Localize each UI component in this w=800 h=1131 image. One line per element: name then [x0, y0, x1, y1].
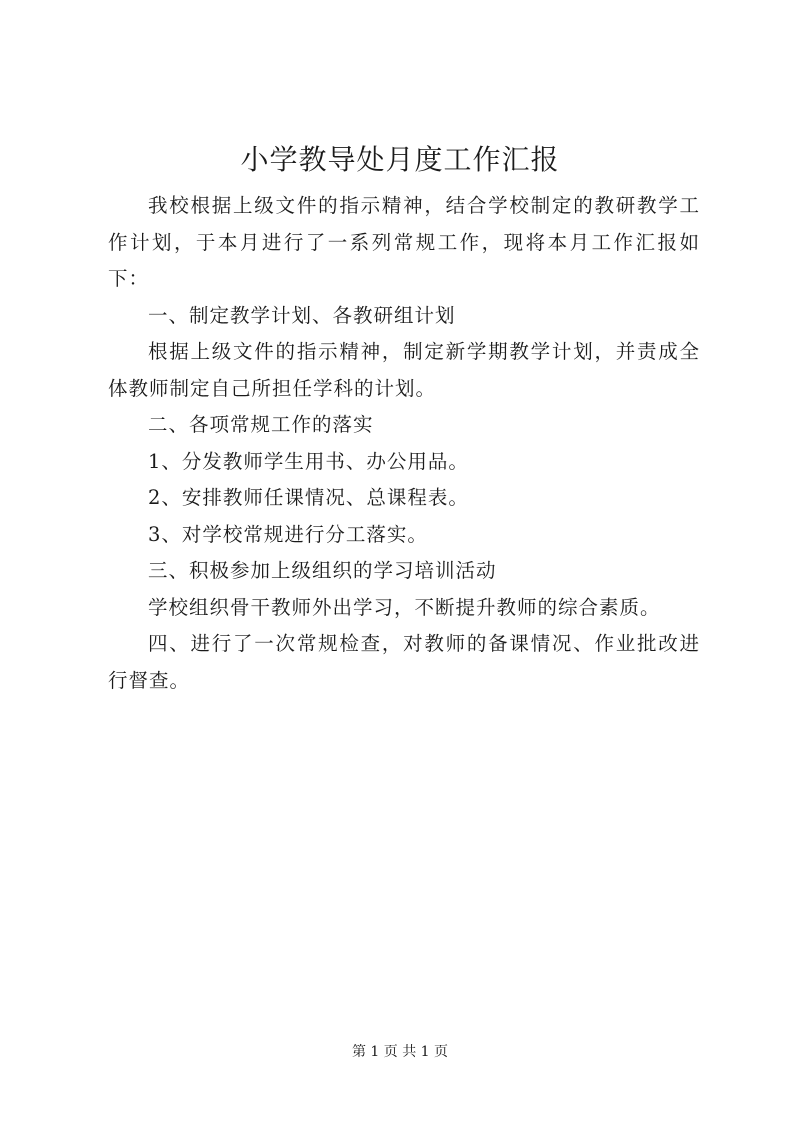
document-title: 小学教导处月度工作汇报 [240, 143, 560, 176]
section-heading-2: 二、各项常规工作的落实 [148, 413, 374, 436]
section-heading-3: 三、积极参加上级组织的学习培训活动 [148, 559, 497, 582]
intro-paragraph: 我校根据上级文件的指示精神，结合学校制定的教研教学工作计划，于本月进行了一系列常规工作，现将本月工作汇报如下： [108, 194, 700, 290]
section-heading-1: 一、制定教学计划、各教研组计划 [148, 303, 456, 327]
section-3-paragraph: 学校组织骨干教师外出学习，不断提升教师的综合素质。 [148, 595, 661, 619]
document-body [108, 188, 700, 699]
list-item-1: 1、分发教师学生用书、办公用品。 [148, 449, 469, 473]
page-number-footer: 第 1 页 共 1 页 [351, 1044, 449, 1060]
list-item-2: 2、安排教师任课情况、总课程表。 [148, 486, 469, 509]
section-1-paragraph: 根据上级文件的指示精神，制定新学期教学计划，并责成全体教师制定自己所担任学科的计划。 [108, 340, 700, 400]
section-4-paragraph: 四、进行了一次常规检查，对教师的备课情况、作业批改进行督查。 [108, 632, 700, 692]
list-item-3: 3、对学校常规进行分工落实。 [148, 522, 428, 546]
